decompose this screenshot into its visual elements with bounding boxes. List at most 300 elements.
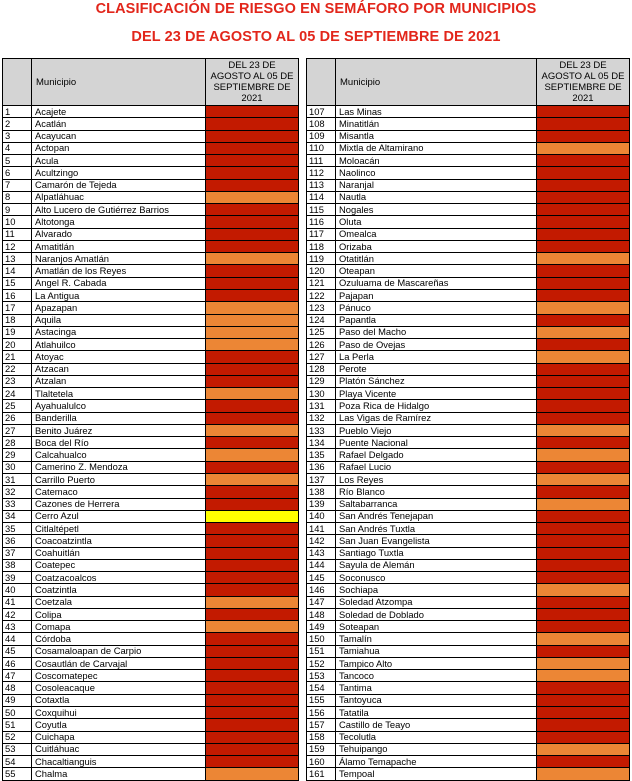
row-number: 33 — [3, 498, 32, 510]
row-number: 111 — [307, 155, 336, 167]
row-number: 125 — [307, 326, 336, 338]
table-row — [3, 339, 299, 351]
risk-color-cell — [537, 572, 630, 584]
table-row — [307, 314, 630, 326]
municipio-name: Comapa — [32, 621, 206, 633]
table-row — [307, 572, 630, 584]
table-row — [3, 424, 299, 436]
risk-color-cell — [537, 596, 630, 608]
municipio-name: Santiago Tuxtla — [336, 547, 537, 559]
row-number: 51 — [3, 719, 32, 731]
row-number: 112 — [307, 167, 336, 179]
row-number: 10 — [3, 216, 32, 228]
risk-color-cell — [537, 756, 630, 768]
risk-color-cell — [537, 608, 630, 620]
risk-color-cell — [206, 375, 299, 387]
row-number: 141 — [307, 523, 336, 535]
municipio-name: Acatlán — [32, 118, 206, 130]
municipio-name: Coahuitlán — [32, 547, 206, 559]
row-number: 20 — [3, 339, 32, 351]
risk-color-cell — [537, 204, 630, 216]
risk-color-cell — [206, 179, 299, 191]
risk-color-cell — [206, 670, 299, 682]
municipio-name: Coetzala — [32, 596, 206, 608]
row-number: 47 — [3, 670, 32, 682]
row-number: 38 — [3, 559, 32, 571]
table-row — [307, 608, 630, 620]
table-row — [307, 302, 630, 314]
table-row — [307, 326, 630, 338]
municipio-name: La Antigua — [32, 289, 206, 301]
row-number: 2 — [3, 118, 32, 130]
table-row — [307, 424, 630, 436]
row-number: 24 — [3, 388, 32, 400]
row-number: 26 — [3, 412, 32, 424]
row-number: 7 — [3, 179, 32, 191]
table-row — [307, 167, 630, 179]
table-row — [307, 412, 630, 424]
row-number: 148 — [307, 608, 336, 620]
risk-color-cell — [537, 191, 630, 203]
risk-color-cell — [206, 731, 299, 743]
table-row — [3, 388, 299, 400]
row-number: 15 — [3, 277, 32, 289]
municipio-name: Ayahualulco — [32, 400, 206, 412]
risk-color-cell — [537, 106, 630, 118]
risk-color-cell — [537, 155, 630, 167]
table-row — [307, 707, 630, 719]
table-row — [3, 572, 299, 584]
risk-color-cell — [206, 167, 299, 179]
risk-color-cell — [537, 339, 630, 351]
risk-color-cell — [206, 363, 299, 375]
row-number: 55 — [3, 768, 32, 780]
table-row — [3, 253, 299, 265]
table-row — [307, 204, 630, 216]
header-municipio: Municipio — [32, 59, 206, 106]
table-row — [3, 228, 299, 240]
risk-color-cell — [206, 155, 299, 167]
risk-color-cell — [206, 559, 299, 571]
risk-color-cell — [206, 118, 299, 130]
row-number: 29 — [3, 449, 32, 461]
row-number: 138 — [307, 486, 336, 498]
risk-color-cell — [537, 449, 630, 461]
risk-color-cell — [206, 535, 299, 547]
row-number: 160 — [307, 756, 336, 768]
table-row — [307, 363, 630, 375]
municipio-name: Las Vigas de Ramírez — [336, 412, 537, 424]
row-number: 126 — [307, 339, 336, 351]
table-row — [307, 584, 630, 596]
risk-color-cell — [206, 743, 299, 755]
risk-color-cell — [206, 694, 299, 706]
header-periodo: DEL 23 DE AGOSTO AL 05 DE SEPTIEMBRE DE 2021 — [537, 59, 630, 106]
municipio-name: Orizaba — [336, 240, 537, 252]
risk-color-cell — [537, 461, 630, 473]
row-number: 144 — [307, 559, 336, 571]
table-row — [307, 523, 630, 535]
risk-color-cell — [206, 608, 299, 620]
table-row — [3, 142, 299, 154]
municipio-name: Amatitlán — [32, 240, 206, 252]
municipio-name: Coyutla — [32, 719, 206, 731]
table-row — [307, 510, 630, 522]
risk-color-cell — [537, 228, 630, 240]
table-row — [3, 645, 299, 657]
municipio-name: Platón Sánchez — [336, 375, 537, 387]
row-number: 21 — [3, 351, 32, 363]
table-row — [307, 388, 630, 400]
table-row — [3, 559, 299, 571]
table-row — [307, 743, 630, 755]
municipio-name: Citlaltépetl — [32, 523, 206, 535]
risk-color-cell — [537, 412, 630, 424]
row-number: 13 — [3, 253, 32, 265]
risk-color-cell — [537, 424, 630, 436]
municipio-name: Acajete — [32, 106, 206, 118]
table-row — [307, 228, 630, 240]
row-number: 9 — [3, 204, 32, 216]
page-subtitle: DEL 23 DE AGOSTO AL 05 DE SEPTIEMBRE DE 2021 — [131, 29, 501, 45]
table-row — [307, 768, 630, 780]
row-number: 54 — [3, 756, 32, 768]
risk-color-cell — [537, 388, 630, 400]
risk-color-cell — [537, 363, 630, 375]
risk-color-cell — [537, 265, 630, 277]
row-number: 48 — [3, 682, 32, 694]
municipio-name: Ozuluama de Mascareñas — [336, 277, 537, 289]
municipio-name: Naranjos Amatlán — [32, 253, 206, 265]
risk-color-cell — [206, 228, 299, 240]
risk-color-cell — [537, 302, 630, 314]
table-row — [3, 314, 299, 326]
municipio-name: Las Minas — [336, 106, 537, 118]
municipio-name: Pánuco — [336, 302, 537, 314]
risk-color-cell — [206, 707, 299, 719]
row-number: 1 — [3, 106, 32, 118]
row-number: 109 — [307, 130, 336, 142]
municipio-name: La Perla — [336, 351, 537, 363]
row-number: 121 — [307, 277, 336, 289]
risk-color-cell — [537, 216, 630, 228]
municipio-name: Coacoatzintla — [32, 535, 206, 547]
table-row — [307, 191, 630, 203]
row-number: 123 — [307, 302, 336, 314]
municipio-name: Rafael Lucio — [336, 461, 537, 473]
municipio-name: Cerro Azul — [32, 510, 206, 522]
row-number: 132 — [307, 412, 336, 424]
row-number: 34 — [3, 510, 32, 522]
table-row — [3, 719, 299, 731]
risk-color-cell — [206, 326, 299, 338]
municipio-name: Amatlán de los Reyes — [32, 265, 206, 277]
municipio-name: Poza Rica de Hidalgo — [336, 400, 537, 412]
row-number: 151 — [307, 645, 336, 657]
row-number: 137 — [307, 473, 336, 485]
page-title: CLASIFICACIÓN DE RIESGO EN SEMÁFORO POR MUNICIPIOS — [95, 1, 537, 17]
row-number: 117 — [307, 228, 336, 240]
table-row — [3, 621, 299, 633]
municipio-name: Banderilla — [32, 412, 206, 424]
risk-color-cell — [206, 633, 299, 645]
municipio-name: Otatitlán — [336, 253, 537, 265]
municipio-name: Naolinco — [336, 167, 537, 179]
table-row — [3, 302, 299, 314]
table-row — [3, 608, 299, 620]
row-number: 146 — [307, 584, 336, 596]
table-row — [307, 265, 630, 277]
table-row — [307, 240, 630, 252]
row-number: 35 — [3, 523, 32, 535]
table-row — [3, 289, 299, 301]
municipio-name: Papantla — [336, 314, 537, 326]
row-number: 118 — [307, 240, 336, 252]
table-body-left — [3, 106, 299, 781]
municipio-name: Cosautlán de Carvajal — [32, 657, 206, 669]
municipio-name: Apazapan — [32, 302, 206, 314]
municipio-name: Misantla — [336, 130, 537, 142]
municipio-name: Tecolutla — [336, 731, 537, 743]
row-number: 135 — [307, 449, 336, 461]
risk-color-cell — [206, 412, 299, 424]
table-row — [307, 277, 630, 289]
risk-color-cell — [206, 584, 299, 596]
municipio-name: Tlaltetela — [32, 388, 206, 400]
risk-color-cell — [537, 118, 630, 130]
row-number: 44 — [3, 633, 32, 645]
risk-color-cell — [206, 253, 299, 265]
row-number: 28 — [3, 437, 32, 449]
row-number: 23 — [3, 375, 32, 387]
municipio-name: Coatzintla — [32, 584, 206, 596]
municipio-name: Tantima — [336, 682, 537, 694]
row-number: 161 — [307, 768, 336, 780]
municipio-name: Álamo Temapache — [336, 756, 537, 768]
municipio-name: Aquila — [32, 314, 206, 326]
municipio-name: Pajapan — [336, 289, 537, 301]
table-row — [307, 694, 630, 706]
municipio-name: Soledad de Doblado — [336, 608, 537, 620]
municipio-name: Coatepec — [32, 559, 206, 571]
risk-color-cell — [206, 314, 299, 326]
table-row — [3, 535, 299, 547]
row-number: 36 — [3, 535, 32, 547]
municipio-name: Cosoleacaque — [32, 682, 206, 694]
row-number: 39 — [3, 572, 32, 584]
table-row — [307, 756, 630, 768]
risk-color-cell — [537, 314, 630, 326]
municipio-name: Paso de Ovejas — [336, 339, 537, 351]
risk-color-cell — [537, 743, 630, 755]
header-number-column — [307, 59, 336, 106]
table-row — [3, 240, 299, 252]
row-number: 152 — [307, 657, 336, 669]
table-row — [3, 375, 299, 387]
risk-color-cell — [537, 253, 630, 265]
table-row — [307, 596, 630, 608]
municipio-name: Tampico Alto — [336, 657, 537, 669]
municipio-name: Coatzacoalcos — [32, 572, 206, 584]
risk-color-cell — [537, 167, 630, 179]
table-row — [307, 535, 630, 547]
risk-color-cell — [206, 106, 299, 118]
row-number: 155 — [307, 694, 336, 706]
municipio-name: Castillo de Teayo — [336, 719, 537, 731]
table-row — [3, 277, 299, 289]
row-number: 4 — [3, 142, 32, 154]
risk-color-cell — [537, 240, 630, 252]
risk-color-cell — [206, 756, 299, 768]
risk-color-cell — [206, 621, 299, 633]
header-municipio: Municipio — [336, 59, 537, 106]
table-row — [307, 473, 630, 485]
risk-color-cell — [537, 179, 630, 191]
risk-color-cell — [537, 535, 630, 547]
table-row — [3, 179, 299, 191]
risk-color-cell — [206, 142, 299, 154]
table-row — [307, 351, 630, 363]
table-row — [307, 633, 630, 645]
municipio-name: Soteapan — [336, 621, 537, 633]
table-header-row — [3, 59, 299, 106]
municipio-name: Calcahualco — [32, 449, 206, 461]
municipio-name: Tempoal — [336, 768, 537, 780]
risk-color-cell — [537, 657, 630, 669]
municipio-name: Cosamaloapan de Carpio — [32, 645, 206, 657]
row-number: 41 — [3, 596, 32, 608]
municipio-name: Minatitlán — [336, 118, 537, 130]
municipio-name: San Andrés Tenejapan — [336, 510, 537, 522]
header-periodo: DEL 23 DE AGOSTO AL 05 DE SEPTIEMBRE DE 2021 — [206, 59, 299, 106]
municipio-name: Tamiahua — [336, 645, 537, 657]
table-row — [3, 363, 299, 375]
municipio-name: Tamalín — [336, 633, 537, 645]
table-row — [307, 486, 630, 498]
table-row — [307, 400, 630, 412]
municipio-name: Angel R. Cabada — [32, 277, 206, 289]
municipio-name: Cuitláhuac — [32, 743, 206, 755]
risk-color-cell — [537, 498, 630, 510]
municipio-name: Tatatila — [336, 707, 537, 719]
municipio-name: Astacinga — [32, 326, 206, 338]
row-number: 140 — [307, 510, 336, 522]
municipio-name: Benito Juárez — [32, 424, 206, 436]
municipio-name: Altotonga — [32, 216, 206, 228]
table-row — [3, 486, 299, 498]
table-row — [307, 719, 630, 731]
table-row — [307, 682, 630, 694]
municipio-name: Naranjal — [336, 179, 537, 191]
row-number: 154 — [307, 682, 336, 694]
municipio-name: Colipa — [32, 608, 206, 620]
municipio-name: Cazones de Herrera — [32, 498, 206, 510]
municipio-name: Tantoyuca — [336, 694, 537, 706]
risk-color-cell — [206, 547, 299, 559]
municipio-name: Carrillo Puerto — [32, 473, 206, 485]
risk-color-cell — [537, 584, 630, 596]
row-number: 17 — [3, 302, 32, 314]
row-number: 120 — [307, 265, 336, 277]
row-number: 110 — [307, 142, 336, 154]
risk-color-cell — [537, 670, 630, 682]
risk-color-cell — [206, 768, 299, 780]
municipio-name: Paso del Macho — [336, 326, 537, 338]
municipio-name: Chalma — [32, 768, 206, 780]
table-row — [3, 670, 299, 682]
table-row — [3, 657, 299, 669]
municipio-name: Oluta — [336, 216, 537, 228]
row-number: 16 — [3, 289, 32, 301]
table-row — [3, 756, 299, 768]
municipio-name: Camarón de Tejeda — [32, 179, 206, 191]
table-row — [3, 167, 299, 179]
row-number: 32 — [3, 486, 32, 498]
row-number: 143 — [307, 547, 336, 559]
row-number: 45 — [3, 645, 32, 657]
risk-color-cell — [206, 191, 299, 203]
municipio-name: San Juan Evangelista — [336, 535, 537, 547]
risk-color-cell — [537, 719, 630, 731]
risk-color-cell — [537, 486, 630, 498]
risk-table-left — [2, 58, 299, 781]
municipio-name: Tancoco — [336, 670, 537, 682]
risk-color-cell — [206, 351, 299, 363]
municipio-name: Boca del Río — [32, 437, 206, 449]
municipio-name: Saltabarranca — [336, 498, 537, 510]
row-number: 27 — [3, 424, 32, 436]
risk-color-cell — [537, 523, 630, 535]
municipio-name: Soconusco — [336, 572, 537, 584]
risk-color-cell — [537, 375, 630, 387]
table-row — [3, 118, 299, 130]
row-number: 113 — [307, 179, 336, 191]
risk-color-cell — [206, 682, 299, 694]
row-number: 157 — [307, 719, 336, 731]
table-row — [3, 633, 299, 645]
table-row — [307, 130, 630, 142]
row-number: 8 — [3, 191, 32, 203]
row-number: 145 — [307, 572, 336, 584]
row-number: 42 — [3, 608, 32, 620]
table-row — [307, 621, 630, 633]
table-row — [3, 130, 299, 142]
municipio-name: Coxquihui — [32, 707, 206, 719]
table-row — [3, 768, 299, 780]
risk-color-cell — [206, 204, 299, 216]
table-row — [3, 473, 299, 485]
municipio-name: Camerino Z. Mendoza — [32, 461, 206, 473]
table-row — [3, 155, 299, 167]
risk-color-cell — [206, 339, 299, 351]
row-number: 107 — [307, 106, 336, 118]
table-row — [307, 437, 630, 449]
municipio-name: Acayucan — [32, 130, 206, 142]
row-number: 46 — [3, 657, 32, 669]
row-number: 50 — [3, 707, 32, 719]
table-row — [307, 670, 630, 682]
table-row — [3, 412, 299, 424]
table-row — [3, 584, 299, 596]
table-row — [3, 547, 299, 559]
row-number: 49 — [3, 694, 32, 706]
row-number: 133 — [307, 424, 336, 436]
risk-color-cell — [537, 682, 630, 694]
municipio-name: Moloacán — [336, 155, 537, 167]
row-number: 115 — [307, 204, 336, 216]
table-row — [307, 559, 630, 571]
risk-color-cell — [206, 400, 299, 412]
